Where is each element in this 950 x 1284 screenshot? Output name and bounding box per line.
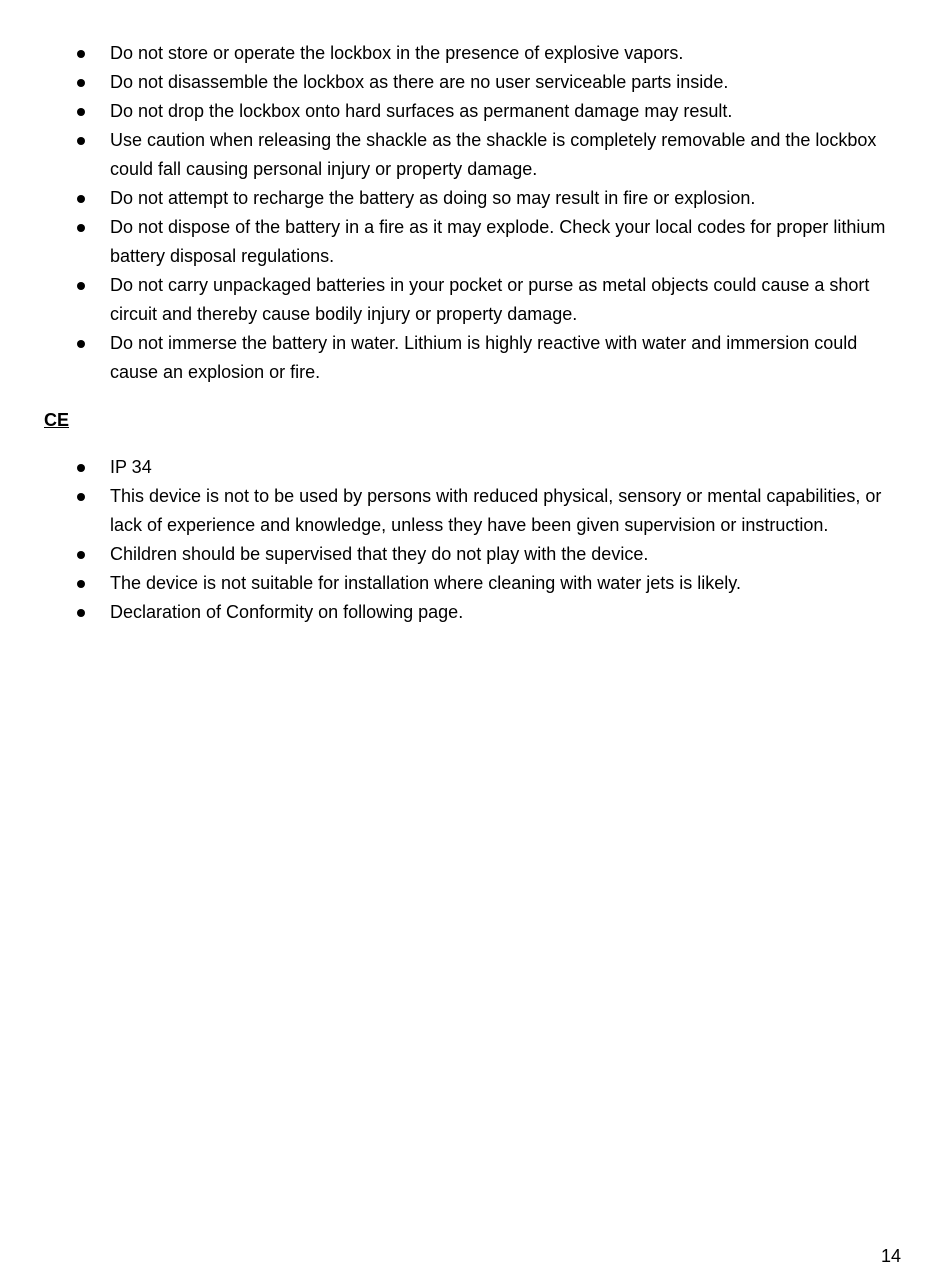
list-item: Do not dispose of the battery in a fire as it may explode. Check your local codes for proper lithium battery disposal regulations.: [74, 213, 904, 271]
list-item: Do not immerse the battery in water. Lithium is highly reactive with water and immersion could cause an explosion or fire.: [74, 329, 904, 387]
list-item: IP 34: [74, 453, 904, 482]
list-item: Do not attempt to recharge the battery as doing so may result in fire or explosion.: [74, 184, 904, 213]
page-number: 14: [880, 1246, 901, 1266]
list-item: Use caution when releasing the shackle as the shackle is completely removable and the lockbox could fall causing personal injury or property damage.: [74, 126, 904, 184]
list-item: Do not disassemble the lockbox as there are no user serviceable parts inside.: [74, 68, 904, 97]
list-item: Do not store or operate the lockbox in the presence of explosive vapors.: [74, 39, 904, 68]
list-item: The device is not suitable for installation where cleaning with water jets is likely.: [74, 569, 904, 598]
list-item: Children should be supervised that they do not play with the device.: [74, 540, 904, 569]
list-item: Declaration of Conformity on following page.: [74, 598, 904, 627]
list-item: This device is not to be used by persons with reduced physical, sensory or mental capabilities, or lack of experience and knowledge, unless they have been given supervision or instruction.: [74, 482, 904, 540]
ce-section-heading: CE: [44, 410, 70, 430]
safety-warnings-list: [74, 39, 904, 387]
list-item: Do not carry unpackaged batteries in your pocket or purse as metal objects could cause a short circuit and thereby cause bodily injury or property damage.: [74, 271, 904, 329]
list-item: Do not drop the lockbox onto hard surfaces as permanent damage may result.: [74, 97, 904, 126]
ce-items-list: [74, 453, 904, 627]
